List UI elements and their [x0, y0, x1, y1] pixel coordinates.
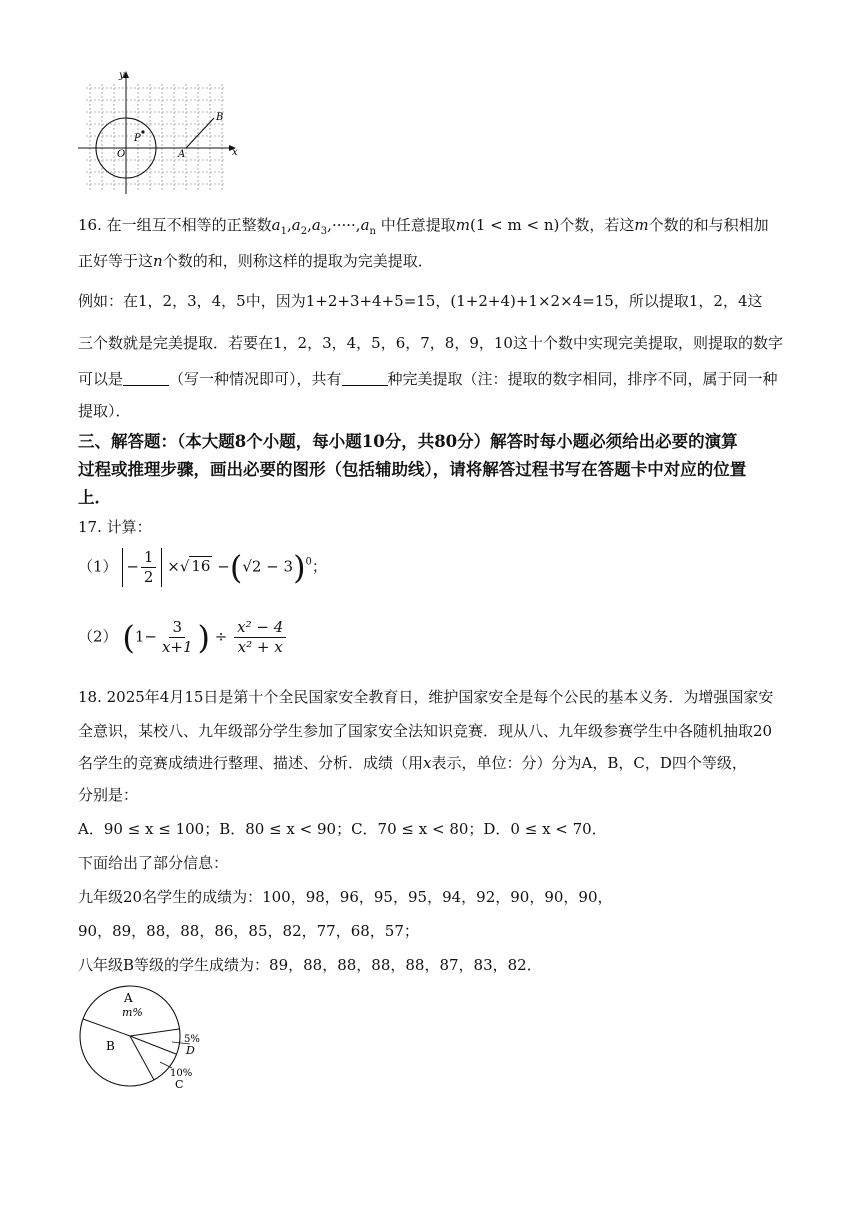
- q16-line4: 三个数就是完美提取．若要在1，2，3，4，5，6，7，8，9，10这十个数中实现完美提取，则提取的数字: [78, 334, 783, 352]
- q18-info: 下面给出了部分信息：: [78, 854, 229, 872]
- q16-condition: (1 < m < n): [470, 216, 560, 234]
- q18-line3: 名学生的竞赛成绩进行整理、描述、分析．成绩（用x表示，单位：分）分为A，B，C，D四个等级，: [78, 754, 747, 772]
- q16-line1: 16. 在一组互不相等的正整数$a_1,a_2,a_3,\cdot\cdot\cdot\cdot\cdot,a_n$ 中任意提取m(1 < m < n)个数，若这m个数的和与积相加: [78, 216, 769, 237]
- q18-line1: 18. 2025年4月15日是第十个全民国家安全教育日，维护国家安全是每个公民的基本义务．为增强国家安: [78, 688, 774, 706]
- q18-grade8: 八年级B等级的学生成绩为：89，88，88，88，88，87，83，82．: [78, 956, 542, 974]
- grid-lines: [86, 84, 226, 190]
- label-b: B: [216, 112, 224, 123]
- q17-part1: （1） − $\frac{1}{2}$ ×√ $16 -(√2 - 3)^0$；: [78, 548, 327, 587]
- q18-line4: 分别是：: [78, 786, 139, 804]
- q18-line2: 全意识，某校八、九年级部分学生参加了国家安全法知识竞赛．现从八、九年级参赛学生中各随机抽取20: [78, 722, 773, 740]
- label-x: x: [232, 147, 238, 158]
- label-a: A: [178, 149, 186, 160]
- pie-label-c-pct: 10%: [170, 1068, 193, 1079]
- q16-line5: 可以是 （写一种情况即可），共有 种完美提取（注：提取的数字相同，排序不同，属于同一种: [78, 370, 778, 388]
- q17-part2: （2） (1− $\frac{3}{x+1}$ ) ÷ $\frac{\text{x² − 4}}{\text{x² + x}}$: [78, 618, 790, 657]
- pie-divider-a-d: [130, 1029, 179, 1036]
- pie-label-m: m%: [122, 1006, 143, 1019]
- label-p: P: [134, 133, 141, 144]
- q18-grade9-line2: 90，89，88，88，86，85，82，77，68，57；: [78, 922, 419, 940]
- q16-line6: 提取）．: [78, 402, 131, 420]
- pie-chart-figure: [72, 984, 222, 1094]
- section3-line3: 上．: [78, 488, 111, 507]
- section3-line2: 过程或推理步骤，画出必要的图形（包括辅助线），请将解答过程书写在答题卡中对应的位置: [78, 460, 747, 479]
- section3-line1: 三、解答题：（本大题8个小题，每小题10分，共80分）解答时每小题必须给出必要的演算: [78, 432, 738, 451]
- pie-label-a: A: [124, 991, 133, 1005]
- point-p-dot: [141, 130, 144, 133]
- q16-line2: 正好等于这n个数的和，则称这样的提取为完美提取．: [78, 252, 433, 270]
- q18-grades: A．90 ≤ x ≤ 100；B．80 ≤ x < 90；C．70 ≤ x < 80；D．0 ≤ x < 70．: [78, 820, 607, 838]
- pie-divider-a-b: [83, 1019, 130, 1036]
- pie-label-c: C: [175, 1078, 184, 1091]
- label-o: O: [117, 149, 126, 160]
- q16-sum-expression: 1+2+3+4+5=15: [305, 292, 436, 310]
- q17-title: 17. 计算：: [78, 518, 152, 536]
- coordinate-figure: [72, 68, 252, 198]
- q16-product-expression: (1+2+4)+1×2×4=15: [450, 292, 614, 310]
- q17-abs-value: − $\frac{1}{2}$: [122, 548, 162, 587]
- q16-answer-blank-2: [342, 371, 388, 386]
- q16-line3: 例如：在1，2，3，4，5中，因为1+2+3+4+5=15，(1+2+4)+1×2×4=15，所以提取1，2，4这: [78, 292, 763, 310]
- pie-label-d: D: [186, 1044, 195, 1057]
- label-y: y: [119, 70, 125, 81]
- q16-answer-blank-1: [123, 371, 169, 386]
- pie-label-b: B: [106, 1039, 115, 1053]
- pie-divider-d-c: [130, 1036, 176, 1054]
- pie-divider-c-b: [130, 1036, 154, 1080]
- q18-grade9-line1: 九年级20名学生的成绩为：100，98，96，95，95，94，92，90，90，90，: [78, 888, 613, 906]
- pie-label-d-pct: 5%: [184, 1034, 200, 1045]
